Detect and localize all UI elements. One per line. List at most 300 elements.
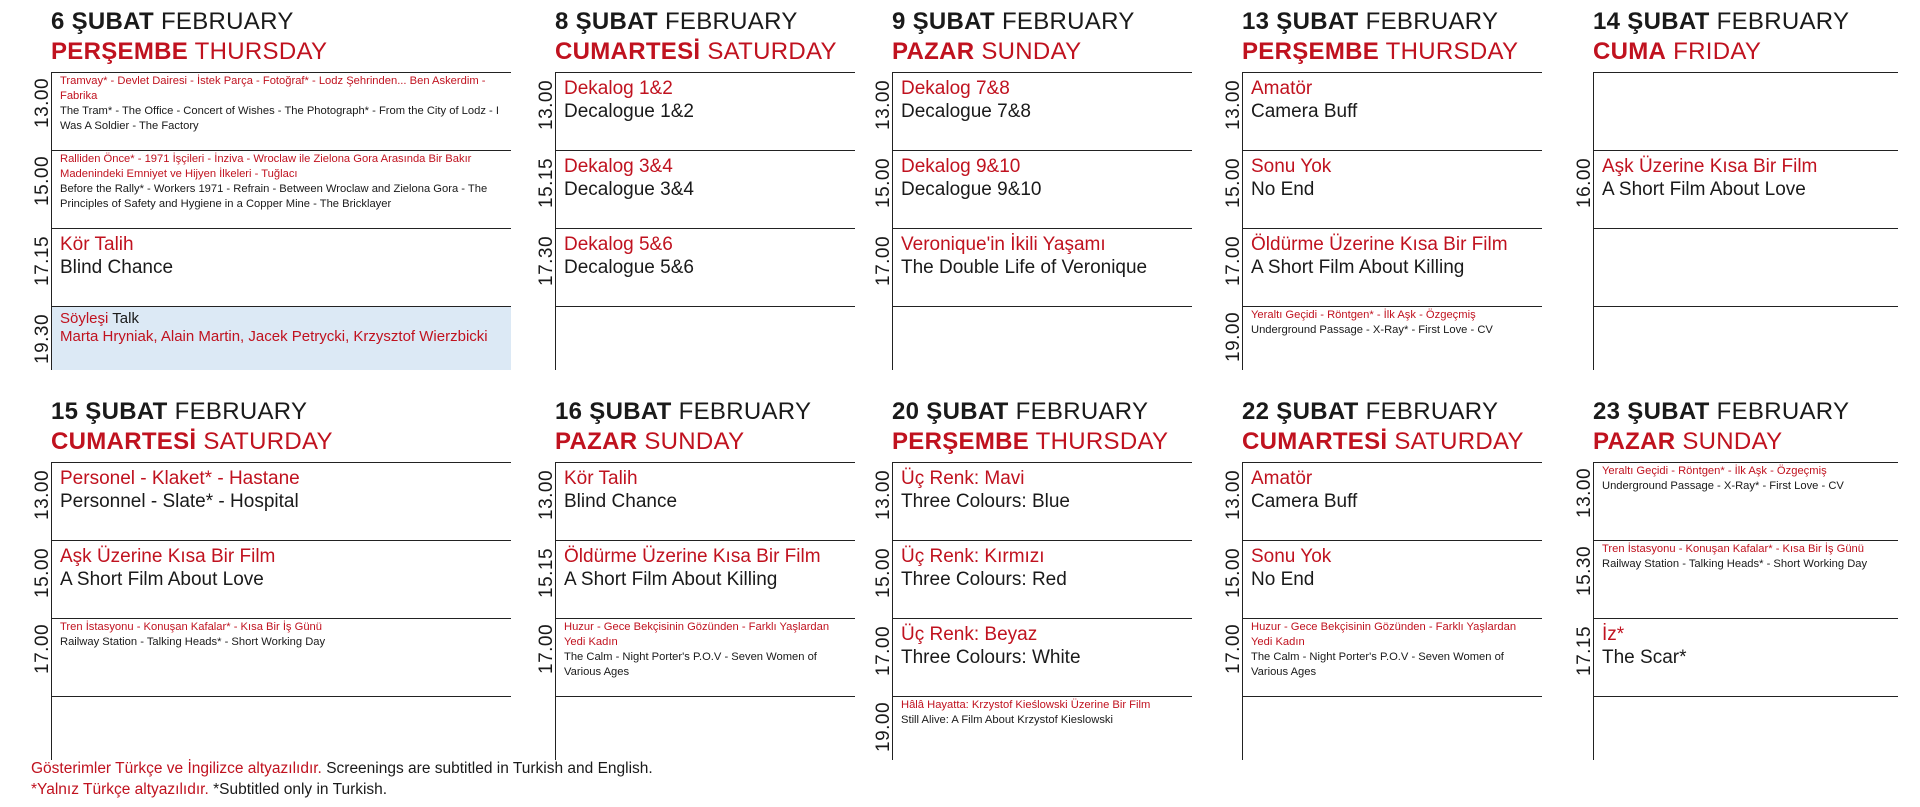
weekday-en: SUNDAY [1682,428,1783,455]
slot-top-rule [1242,462,1542,463]
film-title-en: A Short Film About Love [60,569,264,590]
film-title-tr: Personel - Klaket* - Hastane [60,468,300,489]
film-title-en: The Tram* - The Office - Concert of Wishes - The Photograph* - From the City of Lodz - I Was A Soldier - The Factory [60,105,499,132]
film-title-en: Three Colours: Red [901,569,1067,590]
film-title-tr: Kör Talih [564,468,638,489]
weekday-line [892,430,1168,458]
screening-time-label: 17.15 [32,235,53,286]
slot-top-rule [1593,228,1898,229]
slot-top-rule [892,696,1192,697]
screening-time-label: 15.30 [1574,545,1595,596]
weekday-line [1242,40,1518,68]
subtitle-only-tr: *Yalnız Türkçe altyazılıdır. [31,781,209,798]
film-title-tr: Sonu Yok [1251,546,1332,567]
date-tr: 8 ŞUBAT [555,8,658,35]
date-tr: 9 ŞUBAT [892,8,995,35]
day-column [1574,8,1898,380]
film-title-tr: Dekalog 9&10 [901,156,1021,177]
film-title-tr: Tramvay* - Devlet Dairesi - İstek Parça - Fotoğraf* - Lodz Şehrinden... Ben Askerdim - Fabrika [60,75,486,102]
screening-slot [536,228,855,306]
slot-content [901,623,1190,669]
screening-time-label: 17.00 [1223,235,1244,286]
date-line [892,400,1168,430]
screening-time-label: 15.00 [1223,547,1244,598]
slot-top-rule [555,228,855,229]
screening-time-label: 15.00 [32,547,53,598]
day-header [1593,10,1849,68]
screening-slot [873,618,1192,696]
film-title-tr: Tren İstasyonu - Konuşan Kafalar* - Kısa Bir İş Günü [60,621,322,633]
slot-content [60,620,509,650]
screening-time-label: 19.00 [873,701,894,752]
date-tr: 23 ŞUBAT [1593,398,1710,425]
day-header [1242,10,1518,68]
slot-top-rule [555,618,855,619]
day-header [51,10,327,68]
screening-slot [32,462,511,540]
slot-content [564,155,853,201]
date-en: FEBRUARY [1365,8,1499,35]
slot-top-rule [892,72,1192,73]
film-title-tr: Öldürme Üzerine Kısa Bir Film [564,546,821,567]
slot-left-rule [1593,306,1594,370]
slot-top-rule [1593,306,1898,307]
film-title-en: A Short Film About Killing [1251,257,1465,278]
slot-top-rule [1242,150,1542,151]
film-title-tr: Sonu Yok [1251,156,1332,177]
screening-slot [1223,618,1542,696]
screening-time-label: 13.00 [873,79,894,130]
slot-top-rule [51,696,511,697]
slot-top-rule [51,462,511,463]
slot-content [1251,155,1540,201]
film-title-tr: Tren İstasyonu - Konuşan Kafalar* - Kısa Bir İş Günü [1602,543,1864,555]
screening-slot [1593,228,1898,306]
screening-time-label: 17.00 [32,623,53,674]
screening-slot [555,306,855,370]
film-title-tr: Huzur - Gece Bekçisinin Gözünden - Farklı Yaşlardan Yedi Kadın [564,621,830,648]
day-column [1574,398,1898,770]
weekday-line [51,430,333,458]
slot-content [1251,545,1540,591]
talk-label-tr: Söyleşi [60,310,109,327]
date-line [892,10,1135,40]
slot-content [564,620,853,680]
date-line [51,10,327,40]
film-title-tr: Yeraltı Geçidi - Röntgen* - İlk Aşk - Özgeçmiş [1602,465,1827,477]
slot-content [60,74,509,134]
weekday-en: SUNDAY [981,38,1082,65]
film-title-en: No End [1251,569,1315,590]
film-title-tr: Ralliden Önce* - 1971 İşçileri - İnziva - Wroclaw ile Zielona Gora Arasında Bir Bakır Madenindeki Emniyet ve Hijyen İlkeleri - Tuğlacı [60,153,472,180]
screening-slot [32,618,511,696]
film-title-tr: Dekalog 7&8 [901,78,1010,99]
day-header [555,400,811,458]
film-title-en: Three Colours: White [901,647,1081,668]
day-header [1593,400,1849,458]
screening-time-label: 13.00 [1223,469,1244,520]
slot-content [901,467,1190,513]
screening-slot [1593,306,1898,370]
slot-top-rule [51,228,511,229]
slot-content [901,155,1190,201]
screening-time-label: 13.00 [1223,79,1244,130]
subtitle-note [31,758,653,800]
slot-content [901,77,1190,123]
film-title-en: The Calm - Night Porter's P.O.V - Seven Women of Various Ages [564,651,817,678]
slot-top-rule [51,72,511,73]
weekday-tr: PERŞEMBE [1242,38,1380,65]
day-column [536,398,855,770]
screening-time-label: 15.00 [32,155,53,206]
slot-top-rule [1593,696,1898,697]
day-column [873,398,1192,770]
film-title-tr: Amatör [1251,468,1313,489]
screening-time-label: 17.00 [873,625,894,676]
film-title-en: Railway Station - Talking Heads* - Short Working Day [1602,558,1868,570]
date-en: FEBRUARY [1716,398,1850,425]
screening-time-label: 15.00 [873,547,894,598]
screening-slot [32,228,511,306]
film-title-en: Decalogue 9&10 [901,179,1042,200]
film-title-en: Underground Passage - X-Ray* - First Love - CV [1251,324,1493,336]
slot-top-rule [51,306,511,307]
screening-slot [536,618,855,696]
film-title-tr: Veronique'in İkili Yaşamı [901,234,1106,255]
day-column [1223,8,1542,380]
screening-time-label: 13.00 [32,77,53,128]
film-title-tr: Yeraltı Geçidi - Röntgen* - İlk Aşk - Özgeçmiş [1251,309,1476,321]
slot-content [1602,155,1896,201]
date-line [1242,400,1524,430]
slot-content [564,233,853,279]
slot-content [60,545,509,591]
slot-top-rule [892,462,1192,463]
day-column [873,8,1192,380]
talk-speakers: Marta Hryniak, Alain Martin, Jacek Petrycki, Krzysztof Wierzbicki [60,328,488,345]
day-column [536,8,855,380]
screening-slot [873,696,1192,760]
film-title-en: A Short Film About Love [1602,179,1806,200]
date-tr: 20 ŞUBAT [892,398,1009,425]
weekday-line [1242,430,1524,458]
slot-content [564,467,853,513]
weekday-tr: PAZAR [892,38,975,65]
slot-top-rule [892,150,1192,151]
weekday-tr: PAZAR [1593,428,1676,455]
screening-time-label: 13.00 [536,79,557,130]
subtitle-only-en: *Subtitled only in Turkish. [213,781,388,798]
subtitle-note-line-2 [31,779,653,800]
slot-content [60,310,509,346]
weekday-line [555,40,837,68]
slot-left-rule [555,696,556,760]
slot-content [564,77,853,123]
slot-content [901,545,1190,591]
screening-slot [892,306,1192,370]
screening-time-label: 17.00 [873,235,894,286]
film-title-en: The Scar* [1602,647,1687,668]
screening-time-label: 17.15 [1574,625,1595,676]
film-title-tr: Dekalog 5&6 [564,234,673,255]
weekday-en: SATURDAY [1394,428,1524,455]
screening-slot [1223,72,1542,150]
screening-slot [1242,696,1542,760]
slot-top-rule [555,150,855,151]
slot-top-rule [1593,462,1898,463]
slot-top-rule [51,150,511,151]
slot-top-rule [1242,540,1542,541]
slot-top-rule [892,540,1192,541]
date-tr: 6 ŞUBAT [51,8,154,35]
weekday-tr: PERŞEMBE [892,428,1030,455]
film-title-tr: Amatör [1251,78,1313,99]
weekday-en: THURSDAY [1035,428,1169,455]
film-title-en: Three Colours: Blue [901,491,1070,512]
slot-content [1602,623,1896,669]
film-title-en: Before the Rally* - Workers 1971 - Refrain - Between Wroclaw and Zielona Gora - The Principles of Safety and Hygiene in a Copper Mine - The Bricklayer [60,183,488,210]
film-title-tr: Dekalog 3&4 [564,156,673,177]
weekday-line [1593,430,1849,458]
film-title-tr: Öldürme Üzerine Kısa Bir Film [1251,234,1508,255]
slot-top-rule [892,228,1192,229]
screening-slot [555,696,855,760]
screening-slot [1574,150,1898,228]
screening-slot [1574,462,1898,540]
date-en: FEBRUARY [678,398,812,425]
film-title-en: Decalogue 7&8 [901,101,1031,122]
screening-slot [536,462,855,540]
screening-time-label: 17.00 [536,623,557,674]
slot-top-rule [51,540,511,541]
screening-slot [32,150,511,228]
slot-content [901,233,1190,279]
subtitle-note-en: Screenings are subtitled in Turkish and English. [326,760,653,777]
slot-top-rule [555,72,855,73]
slot-top-rule [555,696,855,697]
weekday-line [892,40,1135,68]
screening-slot [32,540,511,618]
film-title-en: Personnel - Slate* - Hospital [60,491,299,512]
screening-time-label: 13.00 [536,469,557,520]
film-title-tr: Üç Renk: Mavi [901,468,1025,489]
day-header [892,400,1168,458]
screening-time-label: 13.00 [873,469,894,520]
date-tr: 22 ŞUBAT [1242,398,1359,425]
weekday-tr: PERŞEMBE [51,38,189,65]
screening-slot [536,540,855,618]
weekday-tr: PAZAR [555,428,638,455]
screening-time-label: 19.00 [1223,311,1244,362]
date-tr: 14 ŞUBAT [1593,8,1710,35]
slot-left-rule [555,306,556,370]
screening-slot [1223,462,1542,540]
screening-time-label: 16.00 [1574,157,1595,208]
day-header [1242,400,1524,458]
weekday-tr: CUMARTESİ [555,38,701,65]
film-title-en: Blind Chance [60,257,174,278]
screening-time-label: 15.15 [536,547,557,598]
slot-left-rule [1593,72,1594,150]
screening-slot [873,228,1192,306]
weekday-tr: CUMARTESİ [51,428,197,455]
slot-top-rule [1242,696,1542,697]
slot-top-rule [555,462,855,463]
screening-time-label: 15.00 [873,157,894,208]
slot-left-rule [1593,228,1594,306]
slot-content [564,545,853,591]
slot-content [1251,467,1540,513]
date-en: FEBRUARY [664,8,798,35]
slot-top-rule [51,618,511,619]
weekday-en: SATURDAY [203,428,333,455]
subtitle-note-tr: Gösterimler Türkçe ve İngilizce altyazılıdır. [31,760,322,777]
weekday-en: SUNDAY [644,428,745,455]
screening-time-label: 17.00 [1223,623,1244,674]
slot-top-rule [1242,306,1542,307]
weekday-tr: CUMA [1593,38,1667,65]
day-header [892,10,1135,68]
screening-slot [1223,306,1542,370]
film-title-tr: Huzur - Gece Bekçisinin Gözünden - Farklı Yaşlardan Yedi Kadın [1251,621,1517,648]
screening-slot [1574,618,1898,696]
screening-slot [873,462,1192,540]
film-title-tr: Aşk Üzerine Kısa Bir Film [60,546,276,567]
slot-left-rule [1242,696,1243,760]
date-line [555,10,837,40]
talk-heading [60,310,509,328]
film-title-en: Decalogue 1&2 [564,101,694,122]
slot-top-rule [892,618,1192,619]
film-title-en: A Short Film About Killing [564,569,778,590]
slot-top-rule [1242,618,1542,619]
date-line [51,400,333,430]
date-tr: 15 ŞUBAT [51,398,168,425]
weekday-line [555,430,811,458]
screening-slot [51,696,511,760]
film-title-tr: Dekalog 1&2 [564,78,673,99]
date-en: FEBRUARY [1365,398,1499,425]
date-line [1242,10,1518,40]
weekday-en: THURSDAY [1385,38,1519,65]
screening-time-label: 17.30 [536,235,557,286]
date-en: FEBRUARY [1001,8,1135,35]
slot-top-rule [555,540,855,541]
screening-slot [1574,540,1898,618]
screening-slot [873,540,1192,618]
talk-label-en: Talk [112,310,139,327]
weekday-en: FRIDAY [1673,38,1762,65]
date-tr: 13 ŞUBAT [1242,8,1359,35]
film-title-tr: Hâlâ Hayatta: Krzystof Kieślowski Üzerine Bir Film [901,699,1151,711]
film-title-en: No End [1251,179,1315,200]
slot-content [1251,77,1540,123]
slot-top-rule [1593,540,1898,541]
screening-slot [1223,228,1542,306]
subtitle-note-line-1 [31,758,653,779]
weekday-line [1593,40,1849,68]
slot-top-rule [1242,228,1542,229]
weekday-en: THURSDAY [194,38,328,65]
screening-time-label: 15.00 [1223,157,1244,208]
slot-left-rule [51,696,52,760]
slot-content [60,152,509,212]
film-title-tr: Üç Renk: Beyaz [901,624,1038,645]
weekday-tr: CUMARTESİ [1242,428,1388,455]
film-title-en: Decalogue 3&4 [564,179,694,200]
slot-top-rule [1593,618,1898,619]
screening-time-label: 13.00 [32,469,53,520]
slot-top-rule [892,306,1192,307]
screening-slot [873,150,1192,228]
screening-slot [536,150,855,228]
slot-left-rule [892,306,893,370]
screening-slot [1223,150,1542,228]
film-title-en: Railway Station - Talking Heads* - Short Working Day [60,636,326,648]
screening-slot [1223,540,1542,618]
day-column [32,398,511,770]
film-title-tr: İz* [1602,624,1625,645]
film-title-tr: Üç Renk: Kırmızı [901,546,1045,567]
slot-top-rule [1593,72,1898,73]
slot-content [60,233,509,279]
date-en: FEBRUARY [174,398,308,425]
film-title-en: Camera Buff [1251,101,1358,122]
day-header [51,400,333,458]
slot-content [1251,620,1540,680]
screening-time-label: 13.00 [1574,467,1595,518]
screening-slot [1593,696,1898,760]
slot-content [1602,542,1896,572]
weekday-en: SATURDAY [707,38,837,65]
screening-slot [1593,72,1898,150]
screening-time-label: 15.15 [536,157,557,208]
film-title-en: Camera Buff [1251,491,1358,512]
film-title-en: The Double Life of Veronique [901,257,1148,278]
screening-slot [873,72,1192,150]
film-title-en: Decalogue 5&6 [564,257,694,278]
date-en: FEBRUARY [1716,8,1850,35]
talk-slot [32,306,511,370]
slot-content [1602,464,1896,494]
date-line [1593,400,1849,430]
film-title-tr: Kör Talih [60,234,134,255]
date-line [1593,10,1849,40]
weekday-line [51,40,327,68]
slot-left-rule [1593,696,1594,760]
slot-top-rule [555,306,855,307]
slot-content [60,467,509,513]
film-title-tr: Aşk Üzerine Kısa Bir Film [1602,156,1818,177]
screening-time-label: 19.30 [32,313,53,364]
film-title-en: The Calm - Night Porter's P.O.V - Seven Women of Various Ages [1251,651,1504,678]
day-header [555,10,837,68]
film-title-en: Underground Passage - X-Ray* - First Love - CV [1602,480,1844,492]
day-column [32,8,511,380]
slot-top-rule [1242,72,1542,73]
date-line [555,400,811,430]
screening-slot [32,72,511,150]
slot-top-rule [1593,150,1898,151]
slot-content [901,698,1190,728]
film-title-en: Still Alive: A Film About Krzystof Kieslowski [901,714,1114,726]
film-title-en: Blind Chance [564,491,678,512]
date-en: FEBRUARY [1015,398,1149,425]
slot-content [1251,233,1540,279]
date-en: FEBRUARY [160,8,294,35]
slot-content [1251,308,1540,338]
day-column [1223,398,1542,770]
